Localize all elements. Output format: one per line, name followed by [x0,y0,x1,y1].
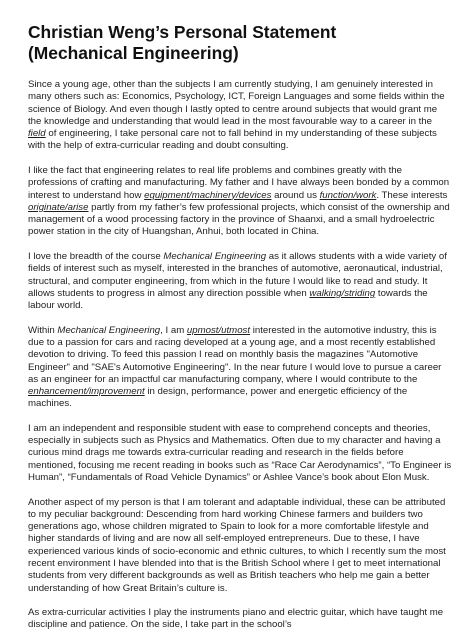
underlined-word: upmost/utmost [186,324,251,336]
paragraph-2 [28,165,452,239]
paragraph-2-text-a: I like the fact that engineering relates to real life problems and combines greatly with the professions of crafting and manufacturing. My father and I have always been bonded by a common interest to understand how [28,164,450,201]
italic-phrase: Mechanical Engineering [163,250,267,262]
paragraph-1-text-a: Since a young age, other than the subjects I am currently studying, I am genuinely interested in many others such as: Economics, Psychology, ICT, Foreign Languages and some fields within the science of Biology. And even though I lastly opted to centre around subjects that would grant me the knowledge and understanding that would lead in the most favourable way to a career in the [28,79,445,127]
paragraph-3 [28,251,452,312]
document-body [28,79,452,632]
underlined-word: enhancement/improvement [28,386,145,398]
underlined-word: field [28,128,46,140]
paragraph-7: As extra-curricular activities I play the instruments piano and electric guitar, which have taught me discipline and patience. On the side, I take part in the school’s [28,607,444,631]
underlined-word: equipment/machinery/devices [144,189,272,201]
paragraph-4-text-b: , I am [160,324,187,336]
title-line-1: Christian Weng’s Personal Statement [28,22,337,42]
italic-phrase: Mechanical Engineering [57,324,161,336]
paragraph-4 [28,325,452,411]
paragraph-4-text-c: interested in the automotive industry, this is due to a passion for cars and racing developed at a young age, and a most recently established devotion to driving. To feed this passion I read on monthly basis the magazines "Automotive Engineer" and "SAE's Automotive Engineering". In the near future I would love to pursue a career as an engineer for an impactful car manufacturing company, where I would contribute to the [28,324,442,385]
paragraph-1 [28,79,452,153]
paragraph-1-text-b: of engineering, I take personal care not to fall behind in my understanding of these subjects with the help of extra-curricular reading and doubt consulting. [28,128,437,152]
paragraph-4-text-a: Within [28,324,58,336]
paragraph-2-text-d: partly from my father’s few professional projects, which consist of the ownership and management of a wood processing factory in the province of Shaanxi, and a small hydroelectric power station in the city of Huangshan, Anhui, both located in China. [28,201,450,238]
paragraph-6: Another aspect of my person is that I am tolerant and adaptable individual, these can be attributed to my peculiar background: Descending from hard working Chinese farmers and builders two generations ago, whose children migrated to Spain to look for a more comfortable lifestyle and higher standards of living and are now all self-employed entrepreneurs. Due to these, I have experienced various kinds of socio-economic and ethnic cultures, to which I recently sum the most recent environment I have blended into that is the British School where I get to meet international students from very different backgrounds as well as British teachers who help me gain a better understanding of how Great Britain’s culture is. [28,496,446,594]
paragraph-5: I am an independent and responsible student with ease to comprehend concepts and theories, especially in subjects such as Physics and Mathematics. Often due to my character and having a curious mind drags me towards extra-curricular reading and research in the fields before mentioned, focusing me recent reading in books such as “Race Car Aerodynamics”, “To Engineer is Human”, “Fundamentals of Road Vehicle Dynamics” or Ashlee Vance’s book about Elon Musk. [28,422,452,484]
underlined-word: originate/arise [28,201,89,213]
document-title [28,22,448,63]
paragraph-3-text-c: towards the labour world. [28,287,428,312]
paragraph-3-text-a: I love the breadth of the course [28,250,164,262]
paragraph-3-text-b: as it allows students with a wide variety of fields of interest such as myself, interested in the branches of automotive, aeronautical, industrial, structural, and computer engineering, from which in the future I would like to read and study. It allows students to progress in almost any direction possible when [28,250,447,299]
underlined-word: function/work [319,189,377,201]
paragraph-4-text-d: in design, performance, power and energetic efficiency of the machines. [28,386,408,410]
underlined-word: walking/striding [309,287,376,299]
paragraph-2-text-b: around us [271,189,320,201]
paragraph-2-text-c: . These interests [376,189,448,201]
title-line-2: (Mechanical Engineering) [28,42,239,63]
